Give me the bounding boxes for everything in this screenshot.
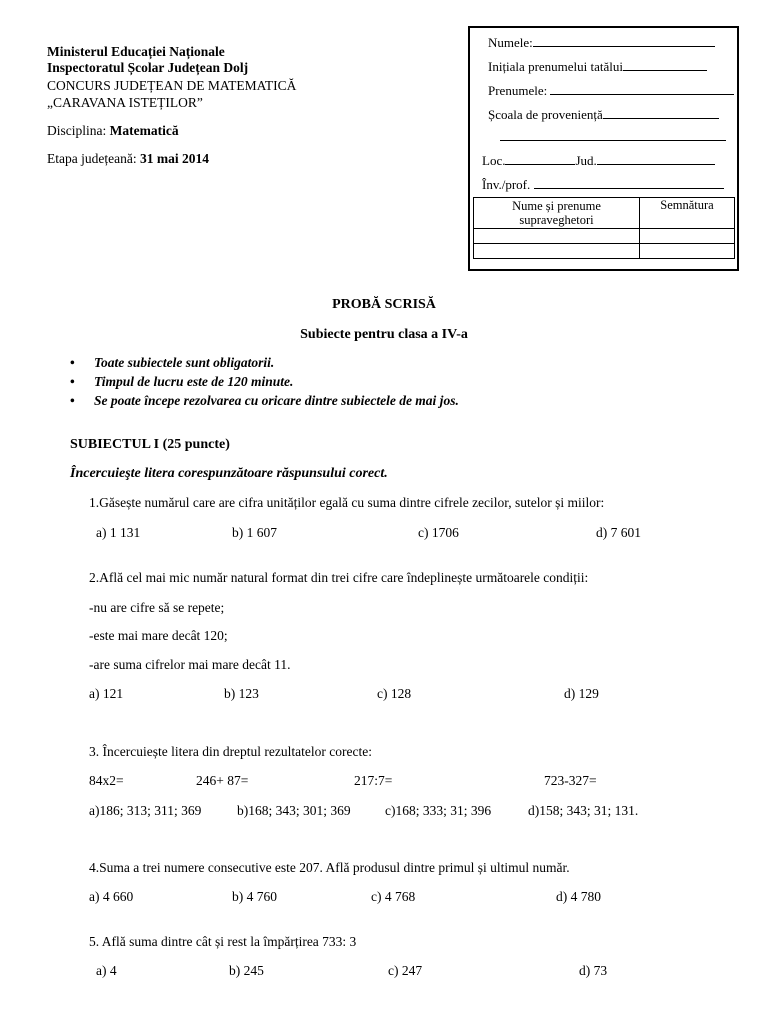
discipline-label: Disciplina: bbox=[47, 123, 110, 138]
school-extra-blank[interactable] bbox=[500, 128, 726, 141]
q3-option-d[interactable]: d)158; 343; 31; 131. bbox=[528, 803, 639, 818]
section-instruction: Încercuieşte litera corespunzătoare răspunsului corect. bbox=[70, 466, 388, 481]
q2-option-b[interactable]: b) 123 bbox=[224, 686, 259, 701]
stage-value: 31 mai 2014 bbox=[139, 151, 209, 166]
q2-option-d[interactable]: d) 129 bbox=[564, 686, 599, 701]
table-row bbox=[474, 244, 735, 259]
supervisors-table bbox=[473, 197, 735, 259]
q5-option-d[interactable]: d) 73 bbox=[579, 963, 608, 978]
question-5-text: 5. Află suma dintre cât și rest la împărțirea 733: 3 bbox=[89, 934, 357, 949]
q1-option-c[interactable]: c) 1706 bbox=[418, 525, 459, 540]
supervisor-name-cell[interactable] bbox=[474, 229, 640, 244]
loc-blank[interactable] bbox=[505, 152, 575, 165]
exam-title: PROBĂ SCRISĂ bbox=[332, 297, 436, 312]
bullet: • bbox=[70, 374, 75, 389]
stage bbox=[47, 151, 209, 167]
first-name-label: Prenumele: bbox=[488, 83, 551, 98]
teacher-field[interactable] bbox=[482, 176, 724, 193]
loc-label: Loc. bbox=[482, 153, 506, 168]
q4-option-c[interactable]: c) 4 768 bbox=[371, 889, 416, 904]
question-2-text: 2.Află cel mai mic număr natural format din trei cifre care îndeplinește următoarele condiții: bbox=[89, 570, 589, 585]
supervisor-name-cell[interactable] bbox=[474, 244, 640, 259]
school-blank[interactable] bbox=[603, 106, 719, 119]
first-name-blank[interactable] bbox=[550, 82, 734, 95]
teacher-label: Înv./prof. bbox=[482, 177, 534, 192]
rule-item bbox=[70, 393, 459, 409]
signature-cell[interactable] bbox=[640, 244, 735, 259]
rule-item bbox=[70, 355, 274, 371]
father-initial-field[interactable] bbox=[488, 58, 707, 75]
q4-option-b[interactable]: b) 4 760 bbox=[232, 889, 277, 904]
section-title: SUBIECTUL I (25 puncte) bbox=[70, 437, 230, 452]
q3-option-b[interactable]: b)168; 343; 301; 369 bbox=[237, 803, 351, 818]
q3-operation: 84x2= bbox=[89, 773, 124, 788]
question-4-text: 4.Suma a trei numere consecutive este 207. Află produsul dintre primul și ultimul număr. bbox=[89, 860, 570, 875]
name-blank[interactable] bbox=[533, 34, 715, 47]
signature-cell[interactable] bbox=[640, 229, 735, 244]
school-label: Școala de proveniență bbox=[488, 107, 603, 122]
signature-header: Semnătura bbox=[640, 198, 735, 229]
q2-condition: -are suma cifrelor mai mare decât 11. bbox=[89, 657, 291, 672]
inspectorate-name: Inspectoratul Școlar Județean Dolj bbox=[47, 60, 249, 75]
jud-blank[interactable] bbox=[597, 152, 715, 165]
teacher-blank[interactable] bbox=[534, 176, 724, 189]
school-extra-line[interactable] bbox=[500, 128, 726, 145]
q1-option-a[interactable]: a) 1 131 bbox=[96, 525, 141, 540]
q4-option-a[interactable]: a) 4 660 bbox=[89, 889, 134, 904]
q2-option-a[interactable]: a) 121 bbox=[89, 686, 124, 701]
q5-option-b[interactable]: b) 245 bbox=[229, 963, 264, 978]
supervisors-table-header bbox=[474, 198, 735, 229]
rule-text: Timpul de lucru este de 120 minute. bbox=[94, 374, 294, 389]
q3-operation: 217:7= bbox=[354, 773, 393, 788]
stage-label: Etapa județeană: bbox=[47, 151, 140, 166]
contest-name: CONCURS JUDEȚEAN DE MATEMATICĂ bbox=[47, 78, 297, 93]
q5-option-a[interactable]: a) 4 bbox=[96, 963, 117, 978]
supervisors-names-header: Nume și prenume supraveghetori bbox=[474, 198, 640, 229]
bullet: • bbox=[70, 393, 75, 408]
bullet: • bbox=[70, 355, 75, 370]
name-field[interactable] bbox=[488, 34, 715, 51]
q2-condition: -nu are cifre să se repete; bbox=[89, 600, 225, 615]
table-row bbox=[474, 229, 735, 244]
q3-option-a[interactable]: a)186; 313; 311; 369 bbox=[89, 803, 202, 818]
exam-subtitle: Subiecte pentru clasa a IV-a bbox=[300, 327, 468, 342]
discipline-value: Matematică bbox=[109, 123, 179, 138]
rule-text: Se poate începe rezolvarea cu oricare dintre subiectele de mai jos. bbox=[94, 393, 459, 408]
student-identification-box bbox=[468, 26, 739, 271]
rule-text: Toate subiectele sunt obligatorii. bbox=[94, 355, 275, 370]
first-name-field[interactable] bbox=[488, 82, 734, 99]
q3-operation: 246+ 87= bbox=[196, 773, 249, 788]
father-initial-label: Inițiala prenumelui tatălui bbox=[488, 59, 624, 74]
q3-option-c[interactable]: c)168; 333; 31; 396 bbox=[385, 803, 492, 818]
q1-option-d[interactable]: d) 7 601 bbox=[596, 525, 641, 540]
father-initial-blank[interactable] bbox=[623, 58, 707, 71]
jud-label: Jud. bbox=[575, 153, 597, 168]
locality-county-field[interactable] bbox=[482, 152, 715, 169]
question-3-text: 3. Încercuiește litera din dreptul rezultatelor corecte: bbox=[89, 744, 372, 759]
contest-caravan: „CARAVANA ISTEȚILOR” bbox=[47, 95, 203, 110]
q4-option-d[interactable]: d) 4 780 bbox=[556, 889, 601, 904]
question-1-text: 1.Găsește numărul care are cifra unităților egală cu suma dintre cifrele zecilor, sutelor și miilor: bbox=[89, 495, 605, 510]
rule-item bbox=[70, 374, 293, 390]
ministry-name: Ministerul Educației Naționale bbox=[47, 44, 225, 59]
q2-condition: -este mai mare decât 120; bbox=[89, 628, 228, 643]
q2-option-c[interactable]: c) 128 bbox=[377, 686, 412, 701]
name-label: Numele: bbox=[488, 35, 533, 50]
school-field[interactable] bbox=[488, 106, 719, 123]
q3-operation: 723-327= bbox=[544, 773, 597, 788]
discipline bbox=[47, 123, 179, 139]
q5-option-c[interactable]: c) 247 bbox=[388, 963, 423, 978]
q1-option-b[interactable]: b) 1 607 bbox=[232, 525, 277, 540]
